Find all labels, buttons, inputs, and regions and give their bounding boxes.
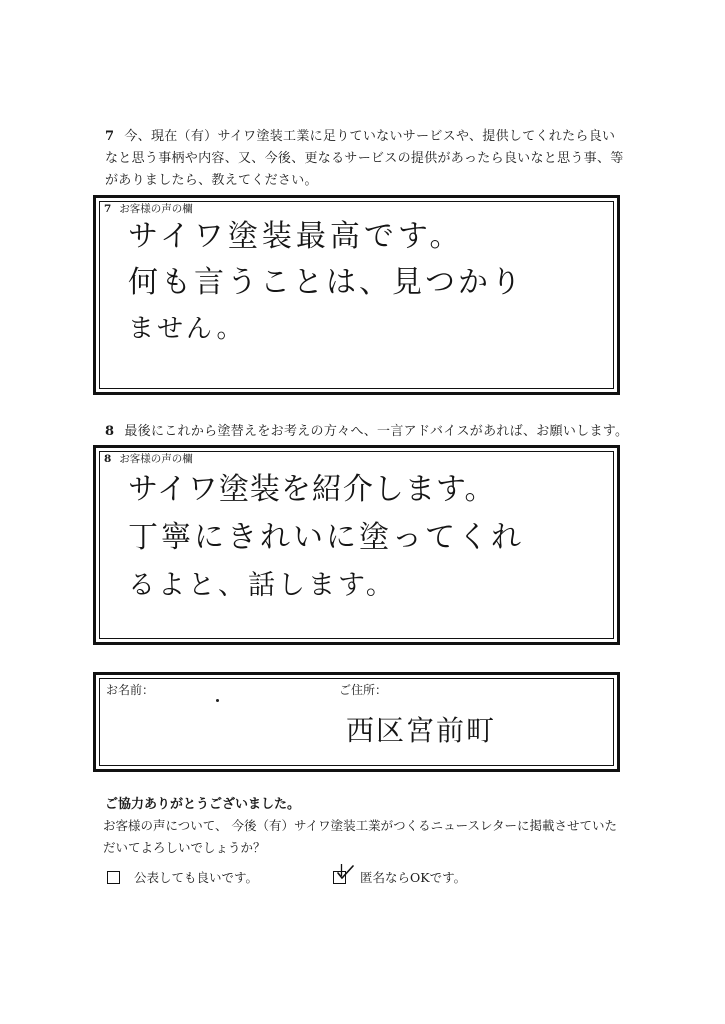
- answer-box-8: [93, 445, 620, 645]
- answer-8-line-2: 丁寧にきれいに塗ってくれ: [128, 520, 524, 555]
- check-mark-icon: [336, 864, 354, 882]
- question-7-text: 今、現在（有）サイワ塗装工業に足りていないサービスや、提供してくれたら良いなと思う事柄や内容、又、今後、更なるサービスの提供があったら良いなと思う事、等がありましたら、教えてください。: [105, 129, 624, 188]
- name-label: お名前：: [106, 683, 155, 697]
- answer-box-7-label: 7 お客様の声の欄: [104, 203, 193, 215]
- question-8: [105, 421, 635, 443]
- answer-7-line-2: 何も言うことは、見つかり: [128, 265, 524, 300]
- question-7: [105, 126, 625, 192]
- answer-8-handwriting: [128, 466, 524, 610]
- thanks-message: ご協力ありがとうございました。: [105, 797, 301, 812]
- option-anonymous-label: 匿名ならOKです。: [360, 870, 467, 885]
- option-public-checkbox[interactable]: [107, 871, 120, 884]
- consent-question: お客様の声について、 今後（有）サイワ塗装工業がつくるニュースレターに掲載させていただいてよろしいでしょうか？: [103, 818, 617, 855]
- answer-7-line-1: サイワ塗装最高です。: [128, 219, 464, 254]
- name-mark: [216, 699, 219, 702]
- option-public[interactable]: [107, 868, 258, 886]
- address-label: ご住所：: [339, 683, 388, 697]
- option-public-label: 公表しても良いです。: [134, 870, 259, 885]
- answer-7-line-3: ません。: [128, 314, 246, 344]
- answer-box-7: [93, 195, 620, 395]
- option-anonymous[interactable]: [333, 868, 466, 886]
- answer-8-line-1: サイワ塗装を紹介します。: [128, 472, 496, 507]
- question-8-number: 8: [105, 424, 115, 439]
- question-7-number: 7: [105, 129, 115, 144]
- option-anonymous-checkbox[interactable]: [333, 871, 346, 884]
- answer-8-line-3: るよと、話します。: [128, 570, 396, 601]
- answer-7-handwriting: [128, 214, 524, 352]
- address-handwriting: 西区宮前町: [346, 714, 497, 747]
- contact-box: [93, 672, 620, 772]
- question-8-text: 最後にこれから塗替えをお考えの方々へ、一言アドバイスがあれば、お願いします。: [124, 424, 629, 439]
- answer-box-8-label: 8 お客様の声の欄: [104, 453, 193, 465]
